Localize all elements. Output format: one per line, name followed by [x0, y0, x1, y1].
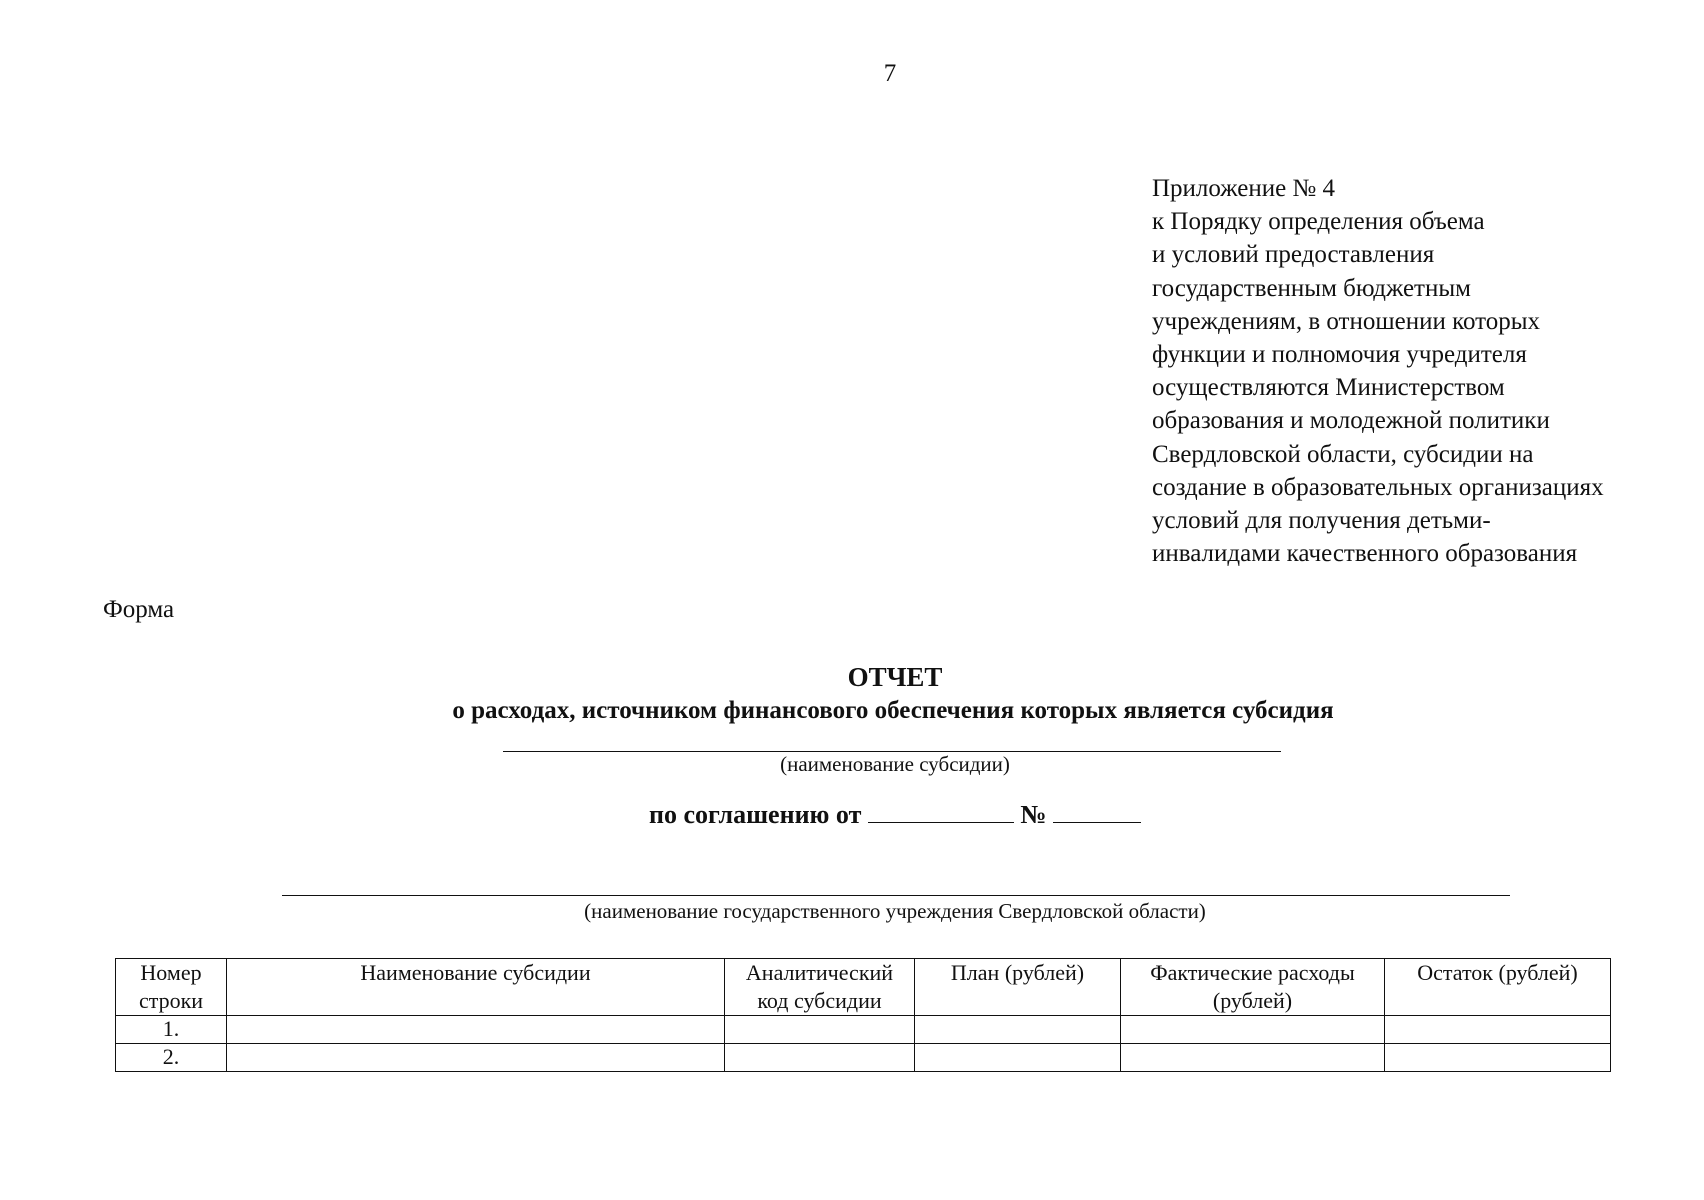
appendix-line: Приложение № 4 — [1152, 175, 1336, 202]
cell-subsidy-name — [227, 1016, 725, 1044]
header-balance: Остаток (рублей) — [1385, 959, 1611, 1016]
agreement-date-blank — [868, 800, 1014, 823]
appendix-line: государственным бюджетным — [1152, 274, 1471, 302]
header-actual-expenses: Фактические расходы (рублей) — [1121, 959, 1385, 1016]
appendix-line: создание в образовательных организациях — [1152, 473, 1604, 501]
appendix-line: функции и полномочия учредителя — [1152, 341, 1527, 369]
agreement-line — [0, 800, 1704, 830]
appendix-line: условий для получения детьми- — [1152, 507, 1491, 535]
cell-plan — [915, 1016, 1121, 1044]
table-header-row — [116, 959, 1611, 1016]
appendix-note — [1152, 172, 1692, 570]
appendix-line: и условий предоставления — [1152, 241, 1435, 269]
cell-subsidy-name — [227, 1044, 725, 1072]
appendix-line: образования и молодежной политики — [1152, 407, 1550, 435]
report-table — [115, 958, 1611, 1072]
agreement-prefix: по соглашению от — [649, 800, 862, 829]
report-title: ОТЧЕТ — [847, 662, 943, 692]
header-plan: План (рублей) — [915, 959, 1121, 1016]
report-subtitle: о расходах, источником финансового обеспечения которых является субсидия — [452, 697, 1334, 724]
appendix-line: к Порядку определения объема — [1152, 208, 1485, 236]
form-label: Форма — [103, 596, 175, 623]
institution-name-line — [282, 895, 1510, 896]
header-row-number: Номер строки — [116, 959, 227, 1016]
cell-row-number: 1. — [116, 1016, 227, 1044]
cell-actual-expenses — [1121, 1044, 1385, 1072]
page-number: 7 — [883, 60, 897, 87]
table-row — [116, 1044, 1611, 1072]
appendix-line: инвалидами качественного образования — [1152, 540, 1578, 568]
header-analytic-code: Аналитический код субсидии — [725, 959, 915, 1016]
cell-analytic-code — [725, 1016, 915, 1044]
header-subsidy-name: Наименование субсидии — [227, 959, 725, 1016]
cell-balance — [1385, 1016, 1611, 1044]
agreement-number-blank — [1053, 800, 1141, 823]
subsidy-name-caption: (наименование субсидии) — [780, 752, 1010, 776]
appendix-line: учреждениям, в отношении которых — [1152, 307, 1541, 335]
table-row — [116, 1016, 1611, 1044]
agreement-number-sign: № — [1020, 800, 1047, 829]
cell-balance — [1385, 1044, 1611, 1072]
institution-name-caption: (наименование государственного учреждения Свердловской области) — [584, 899, 1206, 923]
cell-actual-expenses — [1121, 1016, 1385, 1044]
cell-plan — [915, 1044, 1121, 1072]
appendix-line: осуществляются Министерством — [1152, 374, 1505, 402]
appendix-line: Свердловской области, субсидии на — [1152, 440, 1534, 468]
cell-analytic-code — [725, 1044, 915, 1072]
cell-row-number: 2. — [116, 1044, 227, 1072]
